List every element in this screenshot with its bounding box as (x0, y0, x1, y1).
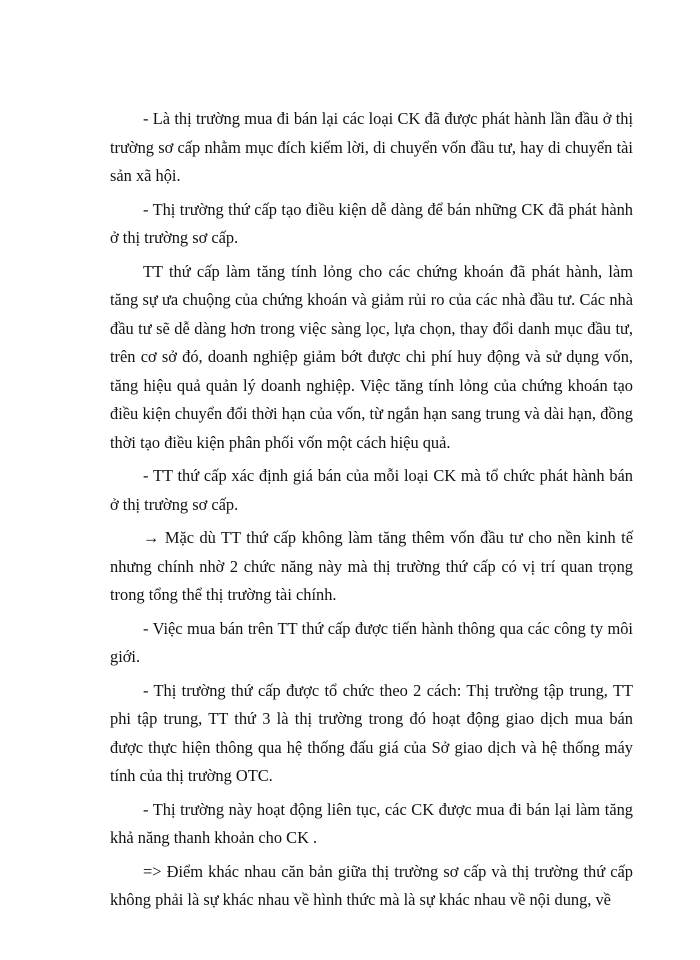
paragraph-1: - Là thị trường mua đi bán lại các loại CK đã được phát hành lần đầu ở thị trường sơ cấp nhằm mục đích kiếm lời, di chuyển vốn đầu tư, hay di chuyển tài sản xã hội. (110, 109, 633, 185)
paragraph-5: → Mặc dù TT thứ cấp không làm tăng thêm vốn đầu tư cho nền kinh tế nhưng chính nhờ 2 chức năng này mà thị trường thứ cấp có vị trí quan trọng trong tổng thể thị trường tài chính. (110, 528, 633, 604)
paragraph-9: => Điểm khác nhau căn bản giữa thị trường sơ cấp và thị trường thứ cấp không phải là sự khác nhau về hình thức mà là sự khác nhau về nội dung, về (110, 861, 633, 909)
paragraph-3: TT thứ cấp làm tăng tính lỏng cho các chứng khoán đã phát hành, làm tăng sự ưa chuộng của chứng khoán và giảm rủi ro của các nhà đầu tư. Các nhà đầu tư sẽ dễ dàng hơn trong việc sàng lọc, lựa chọn, thay đổi danh mục đầu tư, trên cơ sở đó, doanh nghiệp giảm bớt được chi phí huy động và sử dụng vốn, tăng hiệu quả quản lý doanh nghiệp. Việc tăng tính lỏng của chứng khoán tạo điều kiện chuyển đổi thời hạn của vốn, từ ngắn hạn sang trung và dài hạn, đồng thời tạo điều kiện phân phối vốn một cách hiệu quả. (110, 261, 633, 452)
paragraph-6: - Việc mua bán trên TT thứ cấp được tiến hành thông qua các công ty môi giới. (110, 618, 633, 666)
paragraph-4: - TT thứ cấp xác định giá bán của mỗi loại CK mà tổ chức phát hành bán ở thị trường sơ cấp. (110, 466, 633, 514)
paragraph-2: - Thị trường thứ cấp tạo điều kiện dễ dàng để bán những CK đã phát hành ở thị trường sơ cấp. (110, 199, 633, 247)
document-body (110, 105, 633, 920)
paragraph-7: - Thị trường thứ cấp được tổ chức theo 2 cách: Thị trường tập trung, TT phi tập trung, TT thứ 3 là thị trường trong đó hoạt động giao dịch mua bán được thực hiện thông qua hệ thống đấu giá của Sở giao dịch và hệ thống máy tính của thị trường OTC. (110, 680, 633, 785)
paragraph-8: - Thị trường này hoạt động liên tục, các CK được mua đi bán lại làm tăng khả năng thanh khoản cho CK . (110, 799, 633, 847)
